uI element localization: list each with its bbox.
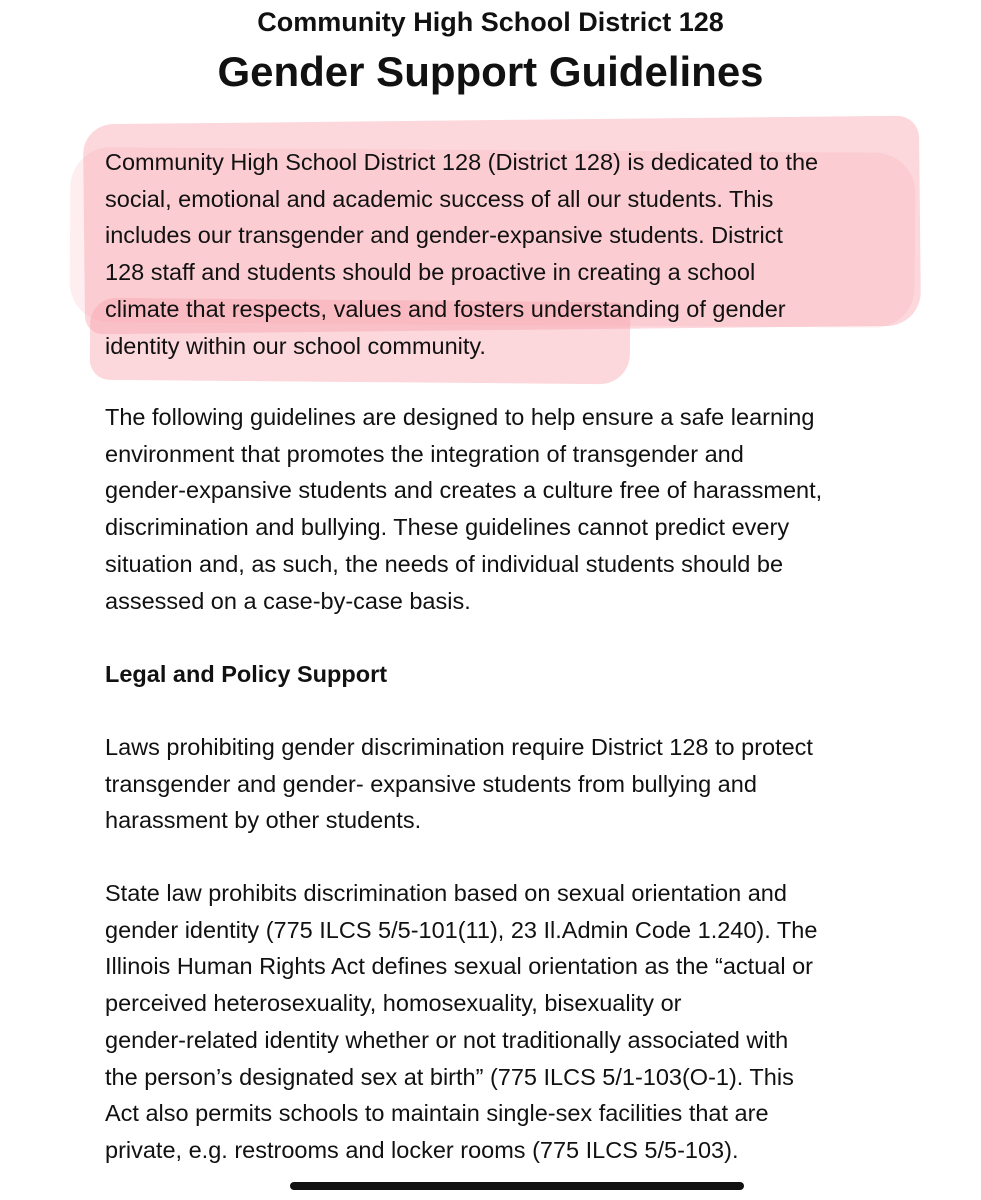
text-line: The following guidelines are designed to help ensure a safe learning [105,404,815,430]
text-line: State law prohibits discrimination based on sexual orientation and [105,880,787,906]
home-indicator-bar[interactable] [290,1182,744,1190]
text-line: climate that respects, values and fosters understanding of gender [105,295,786,322]
text-line: private, e.g. restrooms and locker rooms (775 ILCS 5/5-103). [105,1136,739,1163]
text-line: identity within our school community. [105,332,486,359]
text-line: environment that promotes the integration of transgender and [105,440,744,467]
text-line: Laws prohibiting gender discrimination require District 128 to protect [105,734,813,760]
laws-paragraph [105,729,935,839]
page-title: Gender Support Guidelines [217,48,764,95]
text-line: Community High School District 128 (District 128) is dedicated to the [105,149,819,175]
district-title: Community High School District 128 [257,7,724,37]
text-line: situation and, as such, the needs of individual students should be [105,550,784,577]
text-line: discrimination and bullying. These guidelines cannot predict every [105,514,790,541]
text-line: 128 staff and students should be proactive in creating a school [105,259,756,286]
state-law-paragraph [105,875,935,1169]
text-line: the person’s designated sex at birth” (775 ILCS 5/1-103(O-1). This [105,1063,794,1090]
section-heading-legal: Legal and Policy Support [105,661,388,687]
text-line: gender-expansive students and creates a culture free of harassment, [105,477,823,504]
text-line: includes our transgender and gender-expansive students. District [105,222,783,249]
text-line: social, emotional and academic success of all our students. This [105,185,774,212]
text-line: transgender and gender- expansive students from bullying and [105,770,757,797]
text-line: gender-related identity whether or not traditionally associated with [105,1026,789,1053]
text-line: Illinois Human Rights Act defines sexual orientation as the “actual or [105,953,813,980]
text-line: harassment by other students. [105,807,422,834]
guidelines-paragraph [105,399,935,619]
text-line: Act also permits schools to maintain single-sex facilities that are [105,1100,769,1127]
text-line: assessed on a case-by-case basis. [105,587,471,614]
intro-paragraph [105,144,935,364]
text-line: perceived heterosexuality, homosexuality, bisexuality or [105,990,682,1017]
text-line: gender identity (775 ILCS 5/5-101(11), 23 Il.Admin Code 1.240). The [105,916,818,943]
